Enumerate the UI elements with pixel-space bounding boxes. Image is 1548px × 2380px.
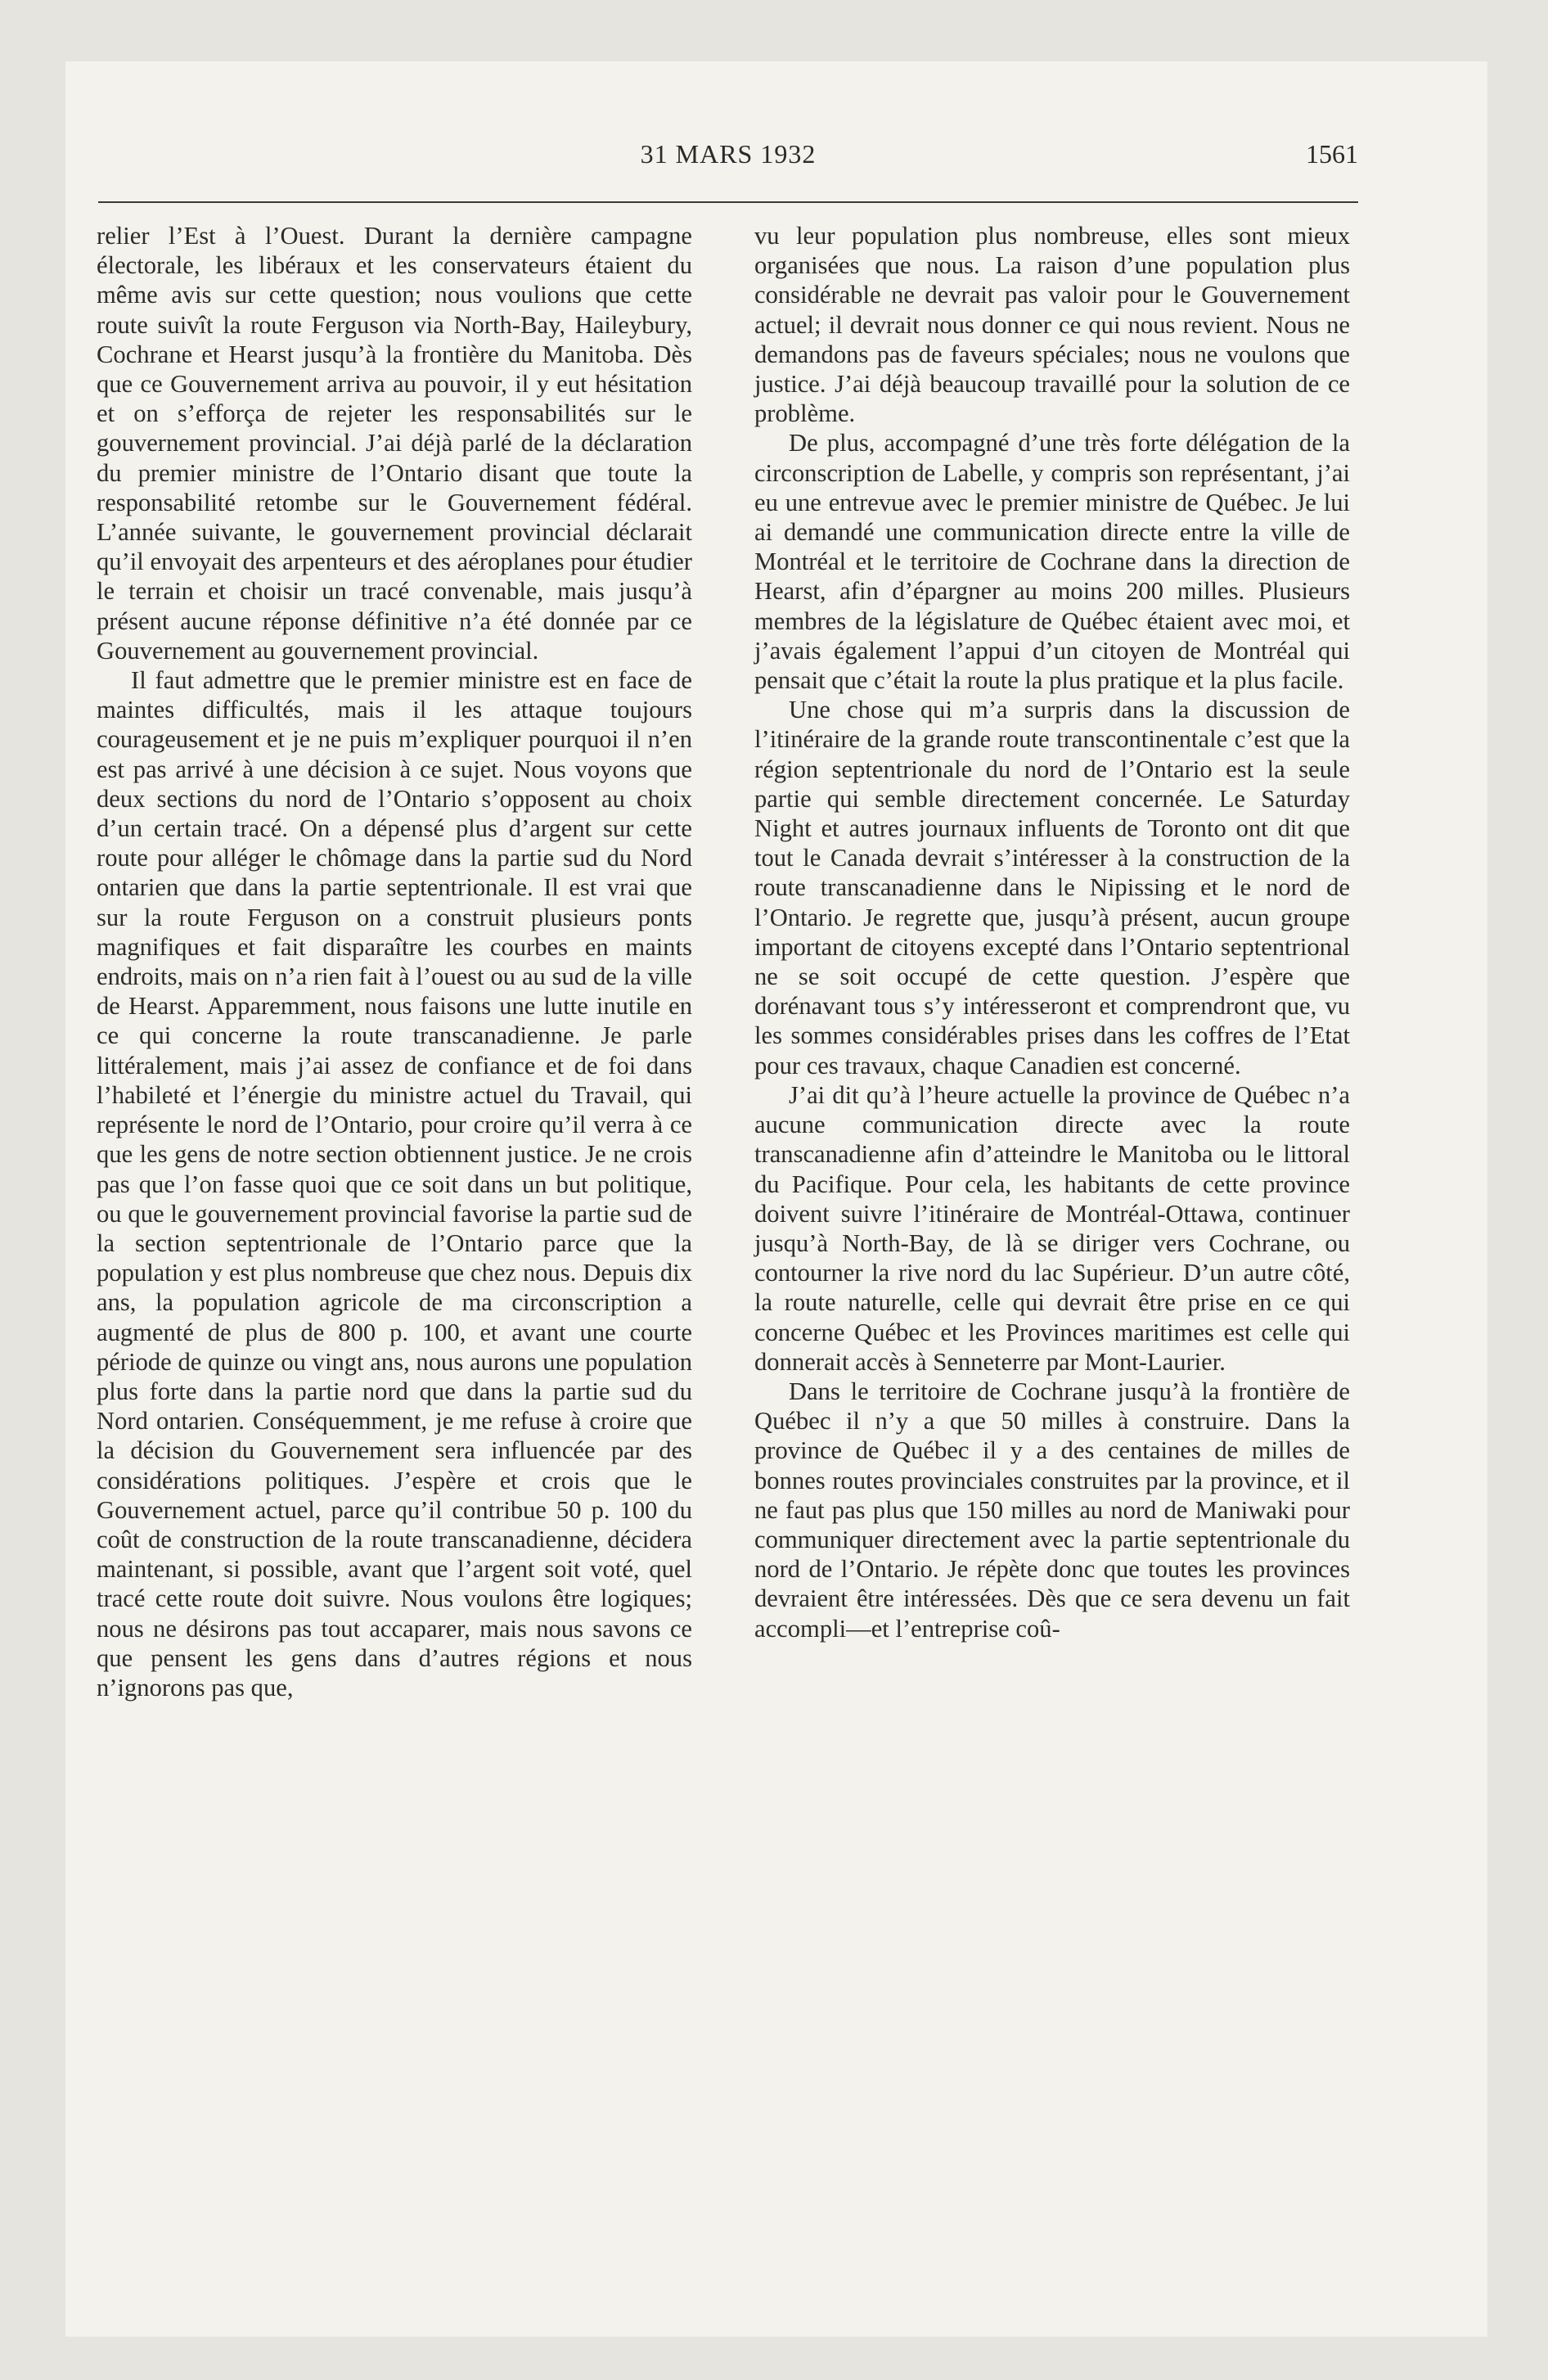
paragraph: Il faut admettre que le premier ministre est en face de maintes difficultés, mais il les attaque toujours courageusement et je ne puis m’expliquer pourquoi il n’en est pas arrivé à une décision à ce sujet. Nous voyons que deux sections du nord de l’Ontario s’opposent au choix d’un certain tracé. On a dépensé plus d’argent sur cette route pour alléger le chômage dans la partie sud du Nord ontarien que dans la partie septentrionale. Il est vrai que sur la route Ferguson on a construit plusieurs ponts magnifiques et fait disparaître les courbes en maints endroits, mais on n’a rien fait à l’ouest ou au sud de la ville de Hearst. Apparemment, nous faisons une lutte inutile en ce qui concerne la route transcanadienne. Je parle littéralement, mais j’ai assez de confiance et de foi dans l’habileté et l’énergie du ministre actuel du Travail, qui représente le nord de l’Ontario, pour croire qu’il verra à ce que les gens de notre section obtiennent justice. Je ne crois pas que l’on fasse quoi que ce soit dans un but politique, ou que le gouvernement provincial favorise la partie sud de la section septentrionale de l’Ontario parce que la population y est plus nombreuse que chez nous. Depuis dix ans, la population agricole de ma circonscription a augmenté de plus de 800 p. 100, et avant une courte période de quinze ou vingt ans, nous aurons une population plus forte dans la partie nord que dans la partie sud du Nord ontarien. Conséquemment, je me refuse à croire que la décision du Gouvernement sera influencée par des considérations politiques. J’espère et crois que le Gouvernement actuel, parce qu’il contribue 50 p. 100 du coût de construction de la route transcanadienne, décidera maintenant, si possible, avant que l’argent soit voté, quel tracé cette route doit suivre. Nous voulons être logiques; nous ne désirons pas tout accaparer, mais nous savons ce que pensent les gens dans d’autres régions et nous n’ignorons pas que, xyxy=(97,666,692,1702)
page-number: 1561 xyxy=(1306,139,1358,169)
paragraph: J’ai dit qu’à l’heure actuelle la province de Québec n’a aucune communication directe avec la route transcanadienne afin d’atteindre le Manitoba ou le littoral du Pacifique. Pour cela, les habitants de cette province doivent suivre l’itinéraire de Montréal-Ottawa, continuer jusqu’à North-Bay, de là se diriger vers Cochrane, ou contourner la rive nord du lac Supérieur. D’un autre côté, la route naturelle, celle qui devrait être prise en ce qui concerne Québec et les Provinces maritimes est celle qui donnerait accès à Senneterre par Mont-Laurier. xyxy=(754,1080,1350,1376)
right-column xyxy=(754,221,1350,1643)
page-header xyxy=(98,139,1358,175)
paragraph: Une chose qui m’a surpris dans la discussion de l’itinéraire de la grande route transcontinentale c’est que la région septentrionale du nord de l’Ontario est la seule partie qui semble directement concernée. Le Saturday Night et autres journaux influents de Toronto ont dit que tout le Canada devrait s’intéresser à la construction de la route transcanadienne dans le Nipissing et le nord de l’Ontario. Je regrette que, jusqu’à présent, aucun groupe important de citoyens excepté dans l’Ontario septentrional ne se soit occupé de cette question. J’espère que dorénavant tous s’y intéresseront et comprendront que, vu les sommes considérables prises dans les coffres de l’Etat pour ces travaux, chaque Canadien est concerné. xyxy=(754,696,1350,1080)
paragraph: Dans le territoire de Cochrane jusqu’à la frontière de Québec il n’y a que 50 milles à construire. Dans la province de Québec il y a des centaines de milles de bonnes routes provinciales construites par la province, et il ne faut pas plus que 150 milles au nord de Maniwaki pour communiquer directement avec la partie septentrionale du nord de l’Ontario. Je répète donc que toutes les provinces devraient être intéressées. Dès que ce sera devenu un fait accompli—et l’entreprise coû- xyxy=(754,1377,1350,1643)
header-rule xyxy=(98,201,1358,203)
paragraph: relier l’Est à l’Ouest. Durant la dernière campagne électorale, les libéraux et les conservateurs étaient du même avis sur cette question; nous voulions que cette route suivît la route Ferguson via North-Bay, Haileybury, Cochrane et Hearst jusqu’à la frontière du Manitoba. Dès que ce Gouvernement arriva au pouvoir, il y eut hésitation et on s’efforça de rejeter les responsabilités sur le gouvernement provincial. J’ai déjà parlé de la déclaration du premier ministre de l’Ontario disant que toute la responsabilité retombe sur le Gouvernement fédéral. L’année suivante, le gouvernement provincial déclarait qu’il envoyait des arpenteurs et des aéroplanes pour étudier le terrain et choisir un tracé convenable, mais jusqu’à présent aucune réponse définitive n’a été donnée par ce Gouvernement au gouvernement provincial. xyxy=(97,222,692,665)
paragraph: De plus, accompagné d’une très forte délégation de la circonscription de Labelle, y compris son représentant, j’ai eu une entrevue avec le premier ministre de Québec. Je lui ai demandé une communication directe entre la ville de Montréal et le territoire de Cochrane dans la direction de Hearst, afin d’épargner au moins 200 milles. Plusieurs membres de la législature de Québec étaient avec moi, et j’avais également l’appui d’un citoyen de Montréal qui pensait que c’était la route la plus pratique et la plus facile. xyxy=(754,429,1350,695)
left-column xyxy=(97,221,692,1702)
paragraph: vu leur population plus nombreuse, elles sont mieux organisées que nous. La raison d’une population plus considérable ne devrait pas valoir pour le Gouvernement actuel; il devrait nous donner ce qui nous revient. Nous ne demandons pas de faveurs spéciales; nous ne voulons que justice. J’ai déjà beaucoup travaillé pour la solution de ce problème. xyxy=(754,222,1350,428)
header-date: 31 MARS 1932 xyxy=(640,139,817,169)
